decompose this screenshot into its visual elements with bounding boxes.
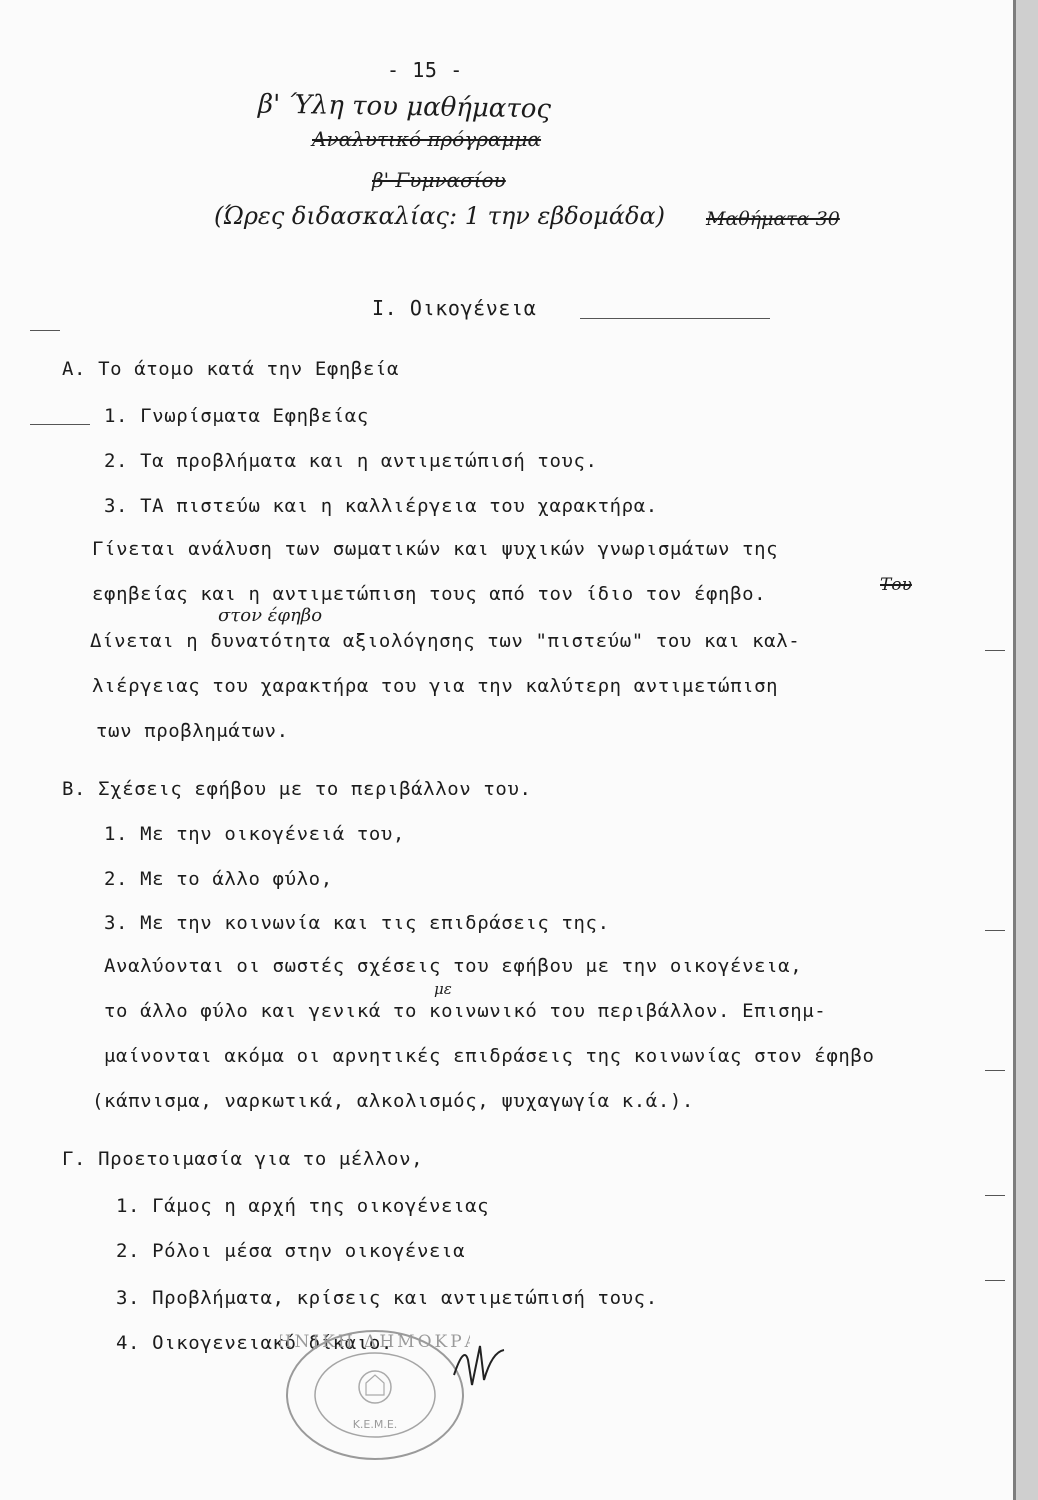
signature <box>446 1340 516 1394</box>
paragraph-line: των προβλημάτων. <box>96 720 289 742</box>
struck-lessons: Μαθήματα 30 <box>706 208 840 230</box>
struck-title: Αναλυτικό πρόγραμμα <box>312 127 542 151</box>
list-item: 1. Γνωρίσματα Εφηβείας <box>104 405 369 427</box>
margin-dash <box>985 930 1005 931</box>
list-item: 2. Ρόλοι μέσα στην οικογένεια <box>116 1240 466 1262</box>
struck-class: β' Γυμνασίου <box>372 168 506 192</box>
margin-dash <box>30 424 90 425</box>
list-item: 3. ΤΑ πιστεύω και η καλλιέργεια του χαρακτήρα. <box>104 495 658 517</box>
margin-dash <box>985 1070 1005 1071</box>
margin-dash <box>985 1195 1005 1196</box>
paragraph-line: μαίνονται ακόμα οι αρνητικές επιδράσεις της κοινωνίας στον έφηβο <box>104 1045 875 1067</box>
chapter-title: Ι. Οικογένεια <box>372 296 537 320</box>
paragraph-line: Δίνεται η δυνατότητα αξιολόγησης των "πιστεύω" του και καλ- <box>90 630 801 652</box>
page-edge-line <box>1013 0 1016 1500</box>
list-item: 4. Οικογενειακό δίκαιο. <box>116 1332 393 1354</box>
paragraph-line: Αναλύονται οι σωστές σχέσεις του εφήβου με την οικογένεια, <box>104 955 803 977</box>
margin-dash <box>580 318 770 319</box>
list-item: 2. Τα προβλήματα και η αντιμετώπισή τους. <box>104 450 598 472</box>
margin-dash <box>985 650 1005 651</box>
paragraph-line: Γίνεται ανάλυση των σωματικών και ψυχικών γνωρισμάτων της <box>92 538 779 560</box>
paragraph-line: λιέργειας του χαρακτήρα του για την καλύτερη αντιμετώπιση <box>92 675 779 697</box>
paragraph-line: εφηβείας και η αντιμετώπιση τους από τον ίδιο τον έφηβο. <box>92 583 767 605</box>
list-item: 2. Με το άλλο φύλο, <box>104 868 333 890</box>
handwritten-insertion: με <box>434 980 452 998</box>
section-c-heading: Γ. Προετοιμασία για το μέλλον, <box>62 1148 424 1170</box>
paragraph-line: το άλλο φύλο και γενικά το κοινωνικό του περιβάλλον. Επισημ- <box>104 1000 827 1022</box>
stamp-inner-text: Κ.Ε.Μ.Ε. <box>352 1418 398 1431</box>
official-stamp <box>280 1325 470 1465</box>
page-number: - 15 - <box>387 58 463 82</box>
page-edge <box>1016 0 1038 1500</box>
section-a-heading: Α. Το άτομο κατά την Εφηβεία <box>62 358 400 380</box>
list-item: 1. Με την οικογένειά του, <box>104 823 405 845</box>
hours-note: (Ώρες διδασκαλίας: 1 την εβδομάδα) <box>214 202 665 230</box>
section-b-heading: Β. Σχέσεις εφήβου με το περιβάλλον του. <box>62 778 532 800</box>
paragraph-line: (κάπνισμα, ναρκωτικά, αλκολισμός, ψυχαγωγία κ.ά.). <box>92 1090 694 1112</box>
handwritten-title: β' Ύλη του μαθήματος <box>257 89 552 125</box>
list-item: 1. Γάμος η αρχή της οικογένειας <box>116 1195 490 1217</box>
list-item: 3. Προβλήματα, κρίσεις και αντιμετώπισή τους. <box>116 1287 658 1309</box>
margin-dash <box>30 330 60 331</box>
stamp-outer-text: ΗΝΙΚΗ ΔΗΜΟΚΡ <box>280 1332 465 1352</box>
struck-word: Του <box>880 575 912 595</box>
margin-dash <box>985 1280 1005 1281</box>
list-item: 3. Με την κοινωνία και τις επιδράσεις της. <box>104 912 610 934</box>
handwritten-insertion: στον έφηβο <box>218 605 323 626</box>
